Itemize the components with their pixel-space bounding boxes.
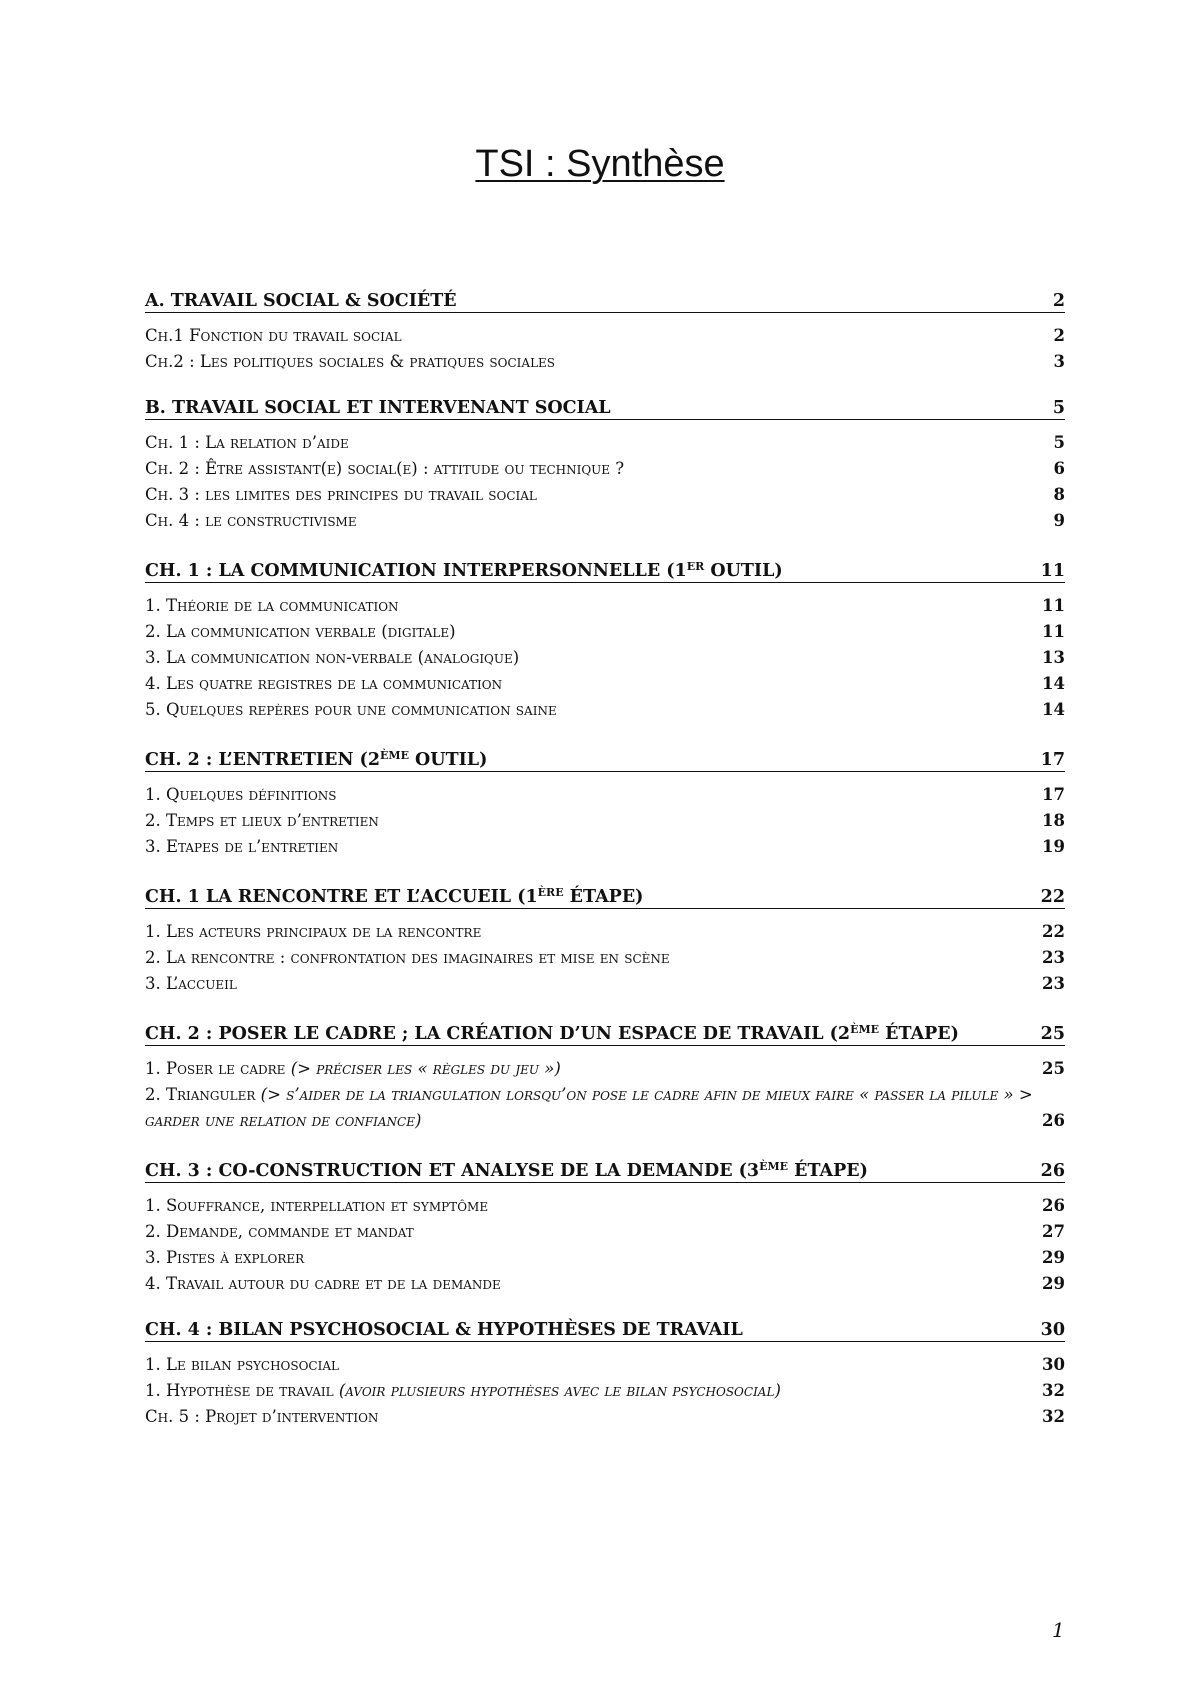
toc-heading-label: CH. 1 LA RENCONTRE ET L’ACCUEIL (1ÈRE ÉTAPE) (145, 886, 644, 907)
toc-item[interactable] (145, 349, 1065, 375)
toc-item-note: (> s’aider de la triangulation lorsqu’on pose le cadre afin de mieux faire « passer la pilule » > garder une relation de confiance) (145, 1085, 1033, 1130)
toc-heading-label: CH. 4 : BILAN PSYCHOSOCIAL & HYPOTHÈSES DE TRAVAIL (145, 1320, 743, 1340)
toc-section (145, 397, 1065, 534)
toc-item[interactable] (145, 1378, 1065, 1404)
toc-item[interactable] (145, 645, 1065, 671)
toc-item-page: 23 (1042, 948, 1065, 967)
toc-item[interactable] (145, 919, 1065, 945)
toc-heading[interactable] (145, 882, 1065, 909)
toc-item-page: 17 (1042, 785, 1065, 804)
toc-item-note: (> préciser les « règles du jeu ») (290, 1059, 561, 1078)
toc-section (145, 290, 1065, 375)
toc-heading[interactable] (145, 1019, 1065, 1046)
toc-item-label: 5. Quelques repères pour une communication saine (145, 700, 557, 719)
toc-item-page: 19 (1042, 837, 1065, 856)
toc-item-label: 2. Trianguler (> s’aider de la triangulation lorsqu’on pose le cadre afin de mieux faire « passer la pilule » > garder une relation de confiance) (145, 1085, 1033, 1130)
toc-item-page: 11 (1042, 622, 1065, 641)
toc-item[interactable] (145, 971, 1065, 997)
toc-item[interactable] (145, 619, 1065, 645)
toc-heading-page: 25 (1040, 1024, 1065, 1044)
toc-item-label: Ch. 2 : Être assistant(e) social(e) : attitude ou technique ? (145, 459, 625, 478)
toc-item-label: 1. Hypothèse de travail (avoir plusieurs hypothèses avec le bilan psychosocial) (145, 1381, 781, 1400)
toc-item-label: Ch.1 Fonction du travail social (145, 326, 402, 345)
toc-item-label: Ch.2 : Les politiques sociales & pratiques sociales (145, 352, 556, 371)
toc-item-label: 1. Poser le cadre (> préciser les « règles du jeu ») (145, 1059, 561, 1078)
toc-heading-label: CH. 2 : L’ENTRETIEN (2ÈME OUTIL) (145, 749, 488, 770)
toc-item[interactable] (145, 834, 1065, 860)
toc-item-label: Ch. 4 : le constructivisme (145, 511, 357, 530)
toc-item-page: 29 (1042, 1248, 1065, 1267)
toc-item-page: 6 (1053, 459, 1065, 478)
toc-item-page: 22 (1042, 922, 1065, 941)
toc-item-label: 2. La communication verbale (digitale) (145, 622, 456, 641)
toc-heading[interactable] (145, 556, 1065, 583)
toc-item-page: 18 (1042, 811, 1065, 830)
toc-item[interactable] (145, 945, 1065, 971)
toc-item-label: 3. L’accueil (145, 974, 237, 993)
toc-heading[interactable] (145, 397, 1065, 420)
toc-heading[interactable] (145, 1156, 1065, 1183)
toc-item-page: 5 (1053, 433, 1065, 452)
toc-heading-page: 22 (1040, 887, 1065, 907)
toc-item-page: 26 (1042, 1111, 1065, 1130)
toc-item-label: 1. Quelques définitions (145, 785, 337, 804)
toc-section (145, 1319, 1065, 1430)
toc-item-note: (avoir plusieurs hypothèses avec le bilan psychosocial) (338, 1381, 781, 1400)
toc-item[interactable] (145, 482, 1065, 508)
toc-heading-page: 5 (1052, 398, 1065, 418)
toc-item-page: 25 (1042, 1059, 1065, 1078)
toc-item[interactable] (145, 323, 1065, 349)
toc-item-label: 4. Les quatre registres de la communication (145, 674, 503, 693)
toc-heading[interactable] (145, 1319, 1065, 1342)
toc-section (145, 1019, 1065, 1134)
toc-item-page: 30 (1042, 1355, 1065, 1374)
toc-heading-label: CH. 3 : CO-CONSTRUCTION ET ANALYSE DE LA DEMANDE (3ÈME ÉTAPE) (145, 1160, 868, 1181)
toc-item[interactable] (145, 1271, 1065, 1297)
toc-item-page: 11 (1042, 596, 1065, 615)
toc-item[interactable] (145, 808, 1065, 834)
toc-item-label: 3. Pistes à explorer (145, 1248, 305, 1267)
toc-item-page: 32 (1042, 1407, 1065, 1426)
toc-heading-label: A. TRAVAIL SOCIAL & SOCIÉTÉ (145, 291, 457, 311)
toc-heading-page: 26 (1040, 1161, 1065, 1181)
toc-item[interactable] (145, 671, 1065, 697)
toc-heading-page: 2 (1052, 291, 1065, 311)
toc-item[interactable] (145, 1082, 1065, 1134)
toc-heading-page: 30 (1040, 1320, 1065, 1340)
toc-heading[interactable] (145, 290, 1065, 313)
toc-heading-page: 11 (1040, 561, 1065, 581)
toc-item-page: 2 (1053, 326, 1065, 345)
toc-item[interactable] (145, 1219, 1065, 1245)
toc-item-label: 2. La rencontre : confrontation des imaginaires et mise en scène (145, 948, 670, 967)
toc-section (145, 556, 1065, 723)
toc-heading-label: CH. 1 : LA COMMUNICATION INTERPERSONNELLE (1ER OUTIL) (145, 560, 783, 581)
toc-item-label: 2. Demande, commande et mandat (145, 1222, 414, 1241)
toc-heading-label: B. TRAVAIL SOCIAL ET INTERVENANT SOCIAL (145, 398, 611, 418)
toc-item-page: 23 (1042, 974, 1065, 993)
toc-item-label: 3. Etapes de l’entretien (145, 837, 339, 856)
toc-item-page: 9 (1053, 511, 1065, 530)
toc-item-page: 14 (1042, 700, 1065, 719)
toc-item-label: 1. Théorie de la communication (145, 596, 399, 615)
toc-item-label: 4. Travail autour du cadre et de la demande (145, 1274, 501, 1293)
page-title: TSI : Synthèse (475, 143, 725, 185)
toc-item-label: 2. Temps et lieux d’entretien (145, 811, 379, 830)
toc-item-page: 26 (1042, 1196, 1065, 1215)
toc-item-label: 1. Les acteurs principaux de la rencontre (145, 922, 482, 941)
toc-heading-page: 17 (1040, 750, 1065, 770)
toc-item-page: 13 (1042, 648, 1065, 667)
toc-heading-label: CH. 2 : POSER LE CADRE ; LA CRÉATION D’UN ESPACE DE TRAVAIL (2ÈME ÉTAPE) (145, 1023, 959, 1044)
toc-item[interactable] (145, 1404, 1065, 1430)
toc-item-label: 3. La communication non-verbale (analogique) (145, 648, 520, 667)
toc-item[interactable] (145, 1056, 1065, 1082)
table-of-contents (145, 290, 1065, 1430)
toc-section (145, 745, 1065, 860)
toc-item-page: 14 (1042, 674, 1065, 693)
toc-item[interactable] (145, 593, 1065, 619)
toc-item[interactable] (145, 456, 1065, 482)
toc-item-page: 29 (1042, 1274, 1065, 1293)
toc-item-label: Ch. 1 : La relation d’aide (145, 433, 349, 452)
toc-item[interactable] (145, 430, 1065, 456)
toc-section (145, 882, 1065, 997)
toc-item[interactable] (145, 1193, 1065, 1219)
toc-item-page: 8 (1053, 485, 1065, 504)
toc-item-page: 3 (1053, 352, 1065, 371)
toc-item[interactable] (145, 782, 1065, 808)
toc-item[interactable] (145, 508, 1065, 534)
toc-section (145, 1156, 1065, 1297)
toc-item-label: 1. Souffrance, interpellation et symptôme (145, 1196, 489, 1215)
toc-item[interactable] (145, 1245, 1065, 1271)
toc-item-label: Ch. 3 : les limites des principes du travail social (145, 485, 537, 504)
page-number: 1 (1052, 1618, 1065, 1642)
toc-item[interactable] (145, 697, 1065, 723)
toc-heading[interactable] (145, 745, 1065, 772)
toc-item-label: Ch. 5 : Projet d’intervention (145, 1407, 379, 1426)
toc-item-page: 27 (1042, 1222, 1065, 1241)
toc-item-label: 1. Le bilan psychosocial (145, 1355, 339, 1374)
toc-item[interactable] (145, 1352, 1065, 1378)
toc-item-page: 32 (1042, 1381, 1065, 1400)
